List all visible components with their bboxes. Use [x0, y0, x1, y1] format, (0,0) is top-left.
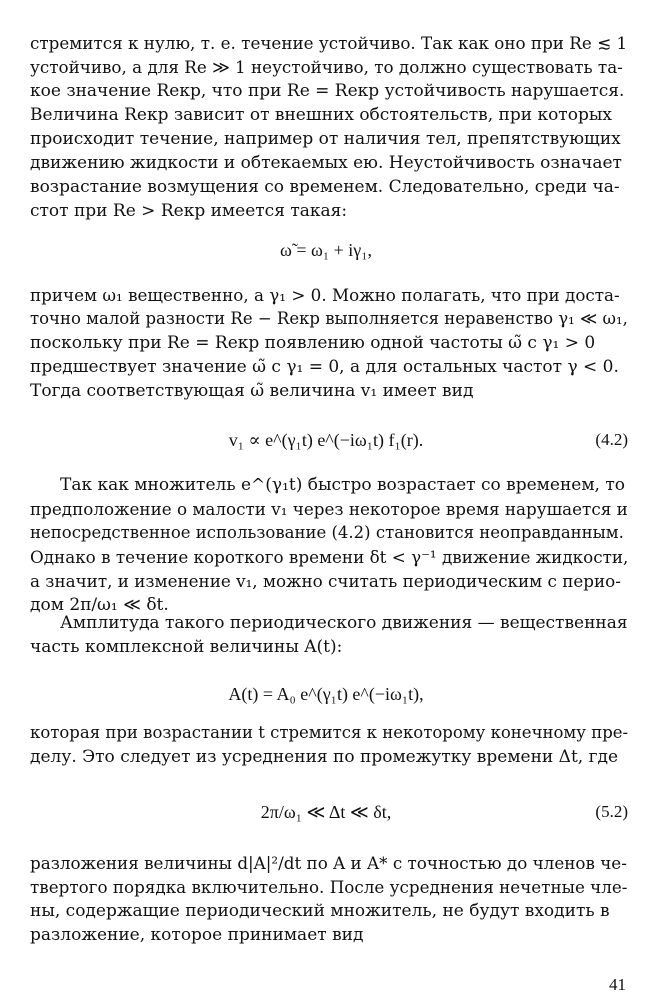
equation-number: (5.2): [595, 802, 628, 821]
text-line: предположение о малости v₁ через некоторое время нарушается и: [30, 499, 628, 519]
text-line: возрастание возмущения со временем. Следовательно, среди ча-: [30, 177, 620, 197]
text-line: твертого порядка включительно. После усреднения нечетные чле-: [30, 877, 628, 897]
text-line: стремится к нулю, т. е. течение устойчиво. Так как оно при Re ≲ 1: [30, 33, 628, 53]
text-line: Величина Reкр зависит от внешних обстоятельств, при которых: [30, 105, 612, 125]
equation-5-2: 2π/ω₁ ≪ Δt ≪ δt,: [260, 802, 392, 822]
text-line: Амплитуда такого периодического движения — вещественная: [60, 613, 628, 633]
text-line: устойчиво, а для Re ≫ 1 неустойчиво, то должно существовать та-: [30, 57, 623, 77]
text-line: происходит течение, например от наличия тел, препятствующих: [30, 129, 621, 149]
text-line: точно малой разности Re − Reкр выполняется неравенство γ₁ ≪ ω₁,: [30, 309, 628, 328]
text-line: предшествует значение ω̃ с γ₁ = 0, а для остальных частот γ < 0.: [30, 357, 619, 377]
text-line: делу. Это следует из усреднения по промежутку времени Δt, где: [30, 747, 619, 767]
text-line: дом 2π/ω₁ ≪ δt.: [30, 595, 169, 615]
text-line: которая при возрастании t стремится к некоторому конечному пре-: [30, 723, 629, 742]
equation-4-2: v₁ ∝ e^(γ₁t) e^(−iω₁t) f₁(r).: [228, 430, 424, 450]
text-line: кое значение Reкр, что при Re = Reкр устойчивость нарушается.: [30, 81, 625, 101]
text-line: Так как множитель e^(γ₁t) быстро возрастает со временем, то: [60, 475, 626, 495]
text-line: причем ω₁ вещественно, а γ₁ > 0. Можно полагать, что при доста-: [30, 285, 620, 305]
equation-number: (4.2): [595, 430, 628, 449]
text-line: непосредственное использование (4.2) становится неоправданным.: [30, 523, 624, 542]
text-line: ны, содержащие периодический множитель, не будут входить в: [30, 901, 610, 921]
equation-omega: ω̃ = ω₁ + iγ₁,: [279, 240, 372, 260]
page-number: 41: [609, 975, 626, 994]
text-line: Тогда соответствующая ω̃ величина v₁ имеет вид: [30, 381, 474, 401]
equation-amplitude: A(t) = A₀ e^(γ₁t) e^(−iω₁t),: [228, 684, 424, 704]
text-line: а значит, и изменение v₁, можно считать периодическим с перио-: [30, 571, 621, 591]
text-line: разложение, которое принимает вид: [30, 925, 364, 945]
text-line: поскольку при Re = Reкр появлению одной частоты ω̃ с γ₁ > 0: [30, 333, 596, 353]
text-line: разложения величины d|A|²/dt по A и A* с точностью до членов че-: [30, 853, 627, 873]
text-line: движению жидкости и обтекаемых ею. Неустойчивость означает: [30, 153, 622, 173]
text-line: стот при Re > Reкр имеется такая:: [30, 201, 348, 221]
text-line: Однако в течение короткого времени δt < γ⁻¹ движение жидкости,: [30, 547, 629, 567]
text-line: часть комплексной величины A(t):: [30, 637, 343, 657]
